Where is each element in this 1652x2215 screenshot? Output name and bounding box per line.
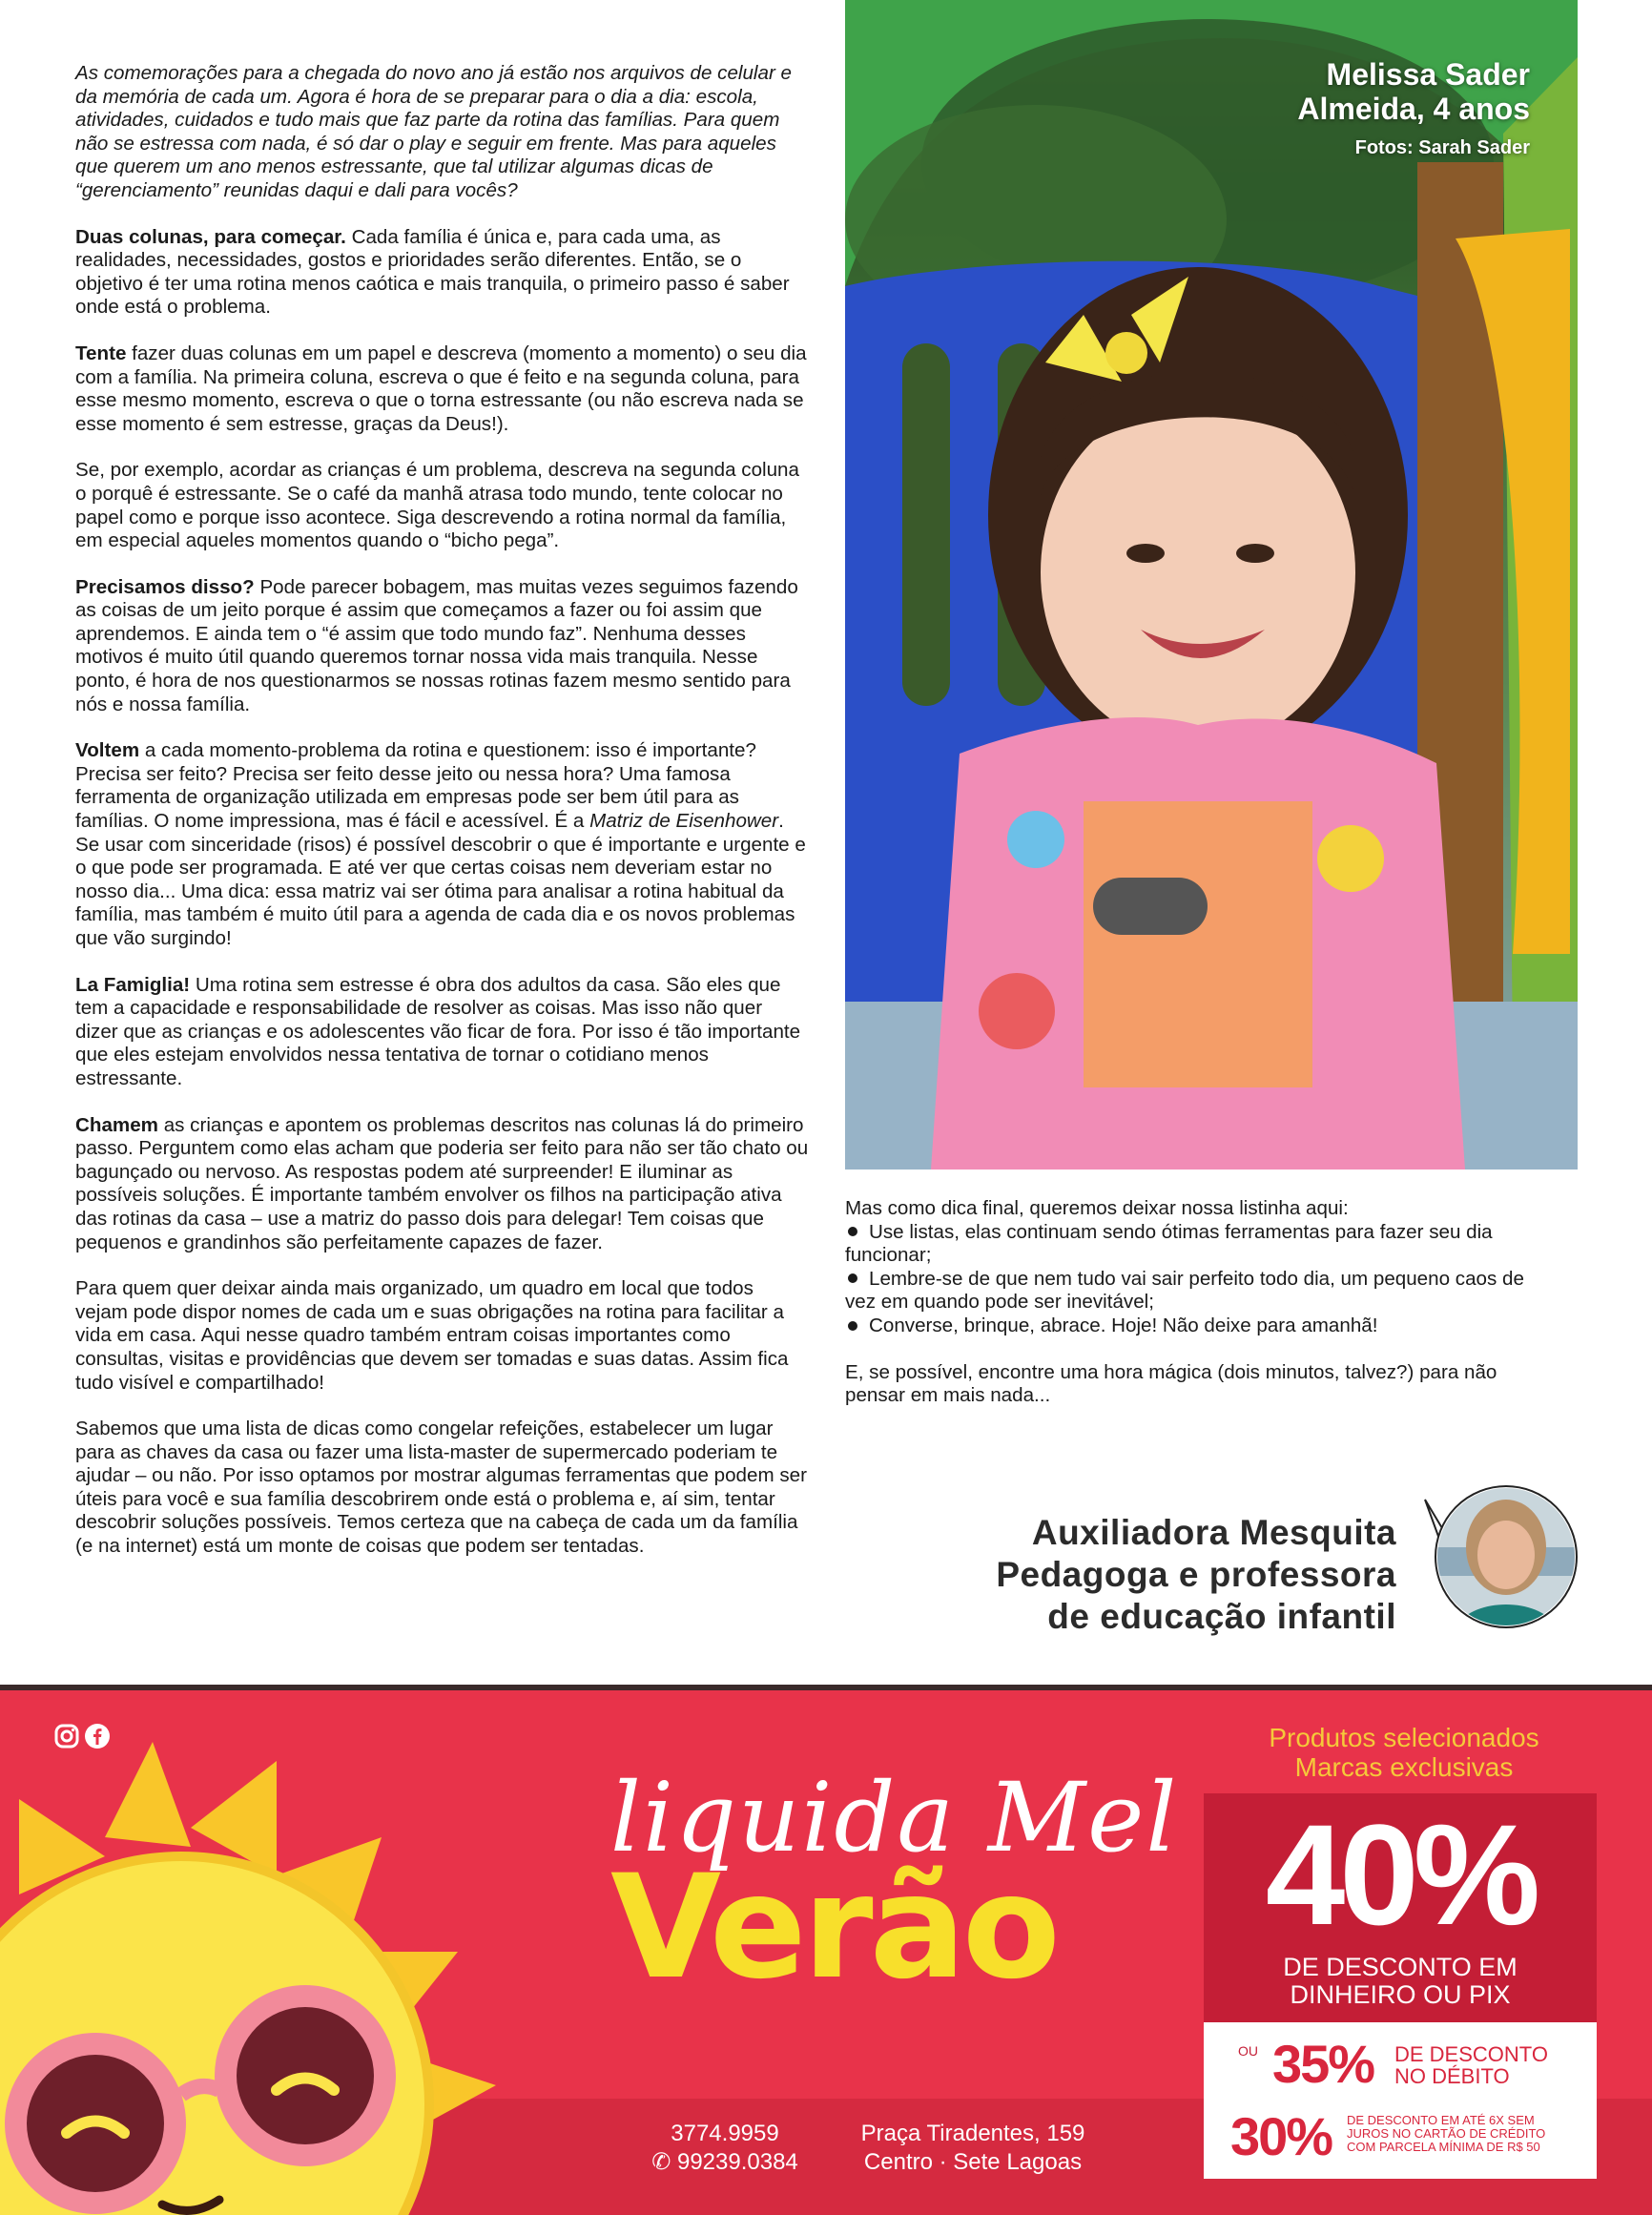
discount-40-label: DE DESCONTO EM	[1283, 1953, 1518, 1981]
address-line: Centro · Sete Lagoas	[863, 2149, 1083, 2175]
child-age: Almeida, 4 anos	[1297, 92, 1530, 126]
article-paragraph: Se, por exemplo, acordar as crianças é um problema, descreva na segunda coluna o porquê é estressante. Se o café da manhã atrasa todo mundo, tente colocar no papel como e porque isso acontece. Siga descrevendo a rotina normal da família, em especial aqueles momentos quando o “bicho pega”.	[75, 459, 799, 552]
list-item	[845, 1268, 1532, 1315]
contact-phones	[610, 2120, 839, 2177]
article-paragraph: Para quem quer deixar ainda mais organizado, um quadro em local que todos vejam pode dispor nomes de cada um e suas obrigações na rotina para facilitar a vida em casa. Aqui nesse quadro também entram coisas importantes como consultas, visitas e providências que devem ser tomadas e suas datas. Assim fica tudo visível e compartilhado!	[75, 1277, 789, 1394]
author-signature	[996, 1512, 1396, 1638]
contact-address	[830, 2120, 1116, 2177]
phone-number[interactable]: 3774.9959	[671, 2121, 779, 2146]
list-item-text: Lembre-se de que nem tudo vai sair perfeito todo dia, um pequeno caos de vez em quando pode ser inevitável;	[845, 1267, 1524, 1314]
promo-heading-line: Produtos selecionados	[1269, 1723, 1539, 1752]
paragraph-lead: Precisamos disso?	[75, 575, 255, 598]
paragraph-text: Pode parecer bobagem, mas muitas vezes seguimos fazendo as coisas de um jeito porque é assim que começamos a fazer ou foi assim que aprendemos. E ainda tem o “é assim que todo mundo faz”. Nenhuma desses motivos é muito útil quando queremos tornar nossa vida mais tranquila. Nesse ponto, é hora de nos questionarmos se nossas rotinas fazem mesmo sentido para nós e nossa família.	[75, 575, 798, 715]
tips-list	[845, 1221, 1532, 1338]
paragraph-lead: La Famiglia!	[75, 973, 191, 996]
child-photo	[845, 0, 1578, 1170]
child-name: Melissa Sader	[1326, 57, 1530, 92]
paragraph-text: Uma rotina sem estresse é obra dos adultos da casa. São eles que tem a capacidade e responsabilidade de resolver as coisas. Mas isso não quer dizer que as crianças e os adolescentes vão ficar de fora. Por isso é tão importante que eles estejam envolvidos nessa tentativa de tornar o cotidiano menos estressante.	[75, 973, 801, 1089]
paragraph-text: as crianças e apontem os problemas descritos nas colunas lá do primeiro passo. Perguntem como elas acham que poderia ser feito para não ser tão chato ou bagunçado ou nervoso. As respostas podem até surpreender! E iluminar as possíveis soluções. É importante também envolver os filhos na participação ativa das rotinas da casa – use a matriz do passo dois para delegar! Tem coisas que pequenos e grandinhos são perfeitamente capazes de fazer.	[75, 1113, 809, 1253]
article-paragraph	[75, 974, 810, 1091]
paragraph-italic: Matriz de Eisenhower	[589, 810, 779, 833]
bullet-icon	[848, 1321, 857, 1331]
list-item-text: Use listas, elas continuam sendo ótimas ferramentas para fazer seu dia funcionar;	[845, 1220, 1493, 1267]
bullet-icon	[848, 1273, 857, 1283]
article-intro: As comemorações para a chegada do novo ano já estão nos arquivos de celular e da memória de cada um. Agora é hora de se preparar para o dia a dia: escola, atividades, cuidados e tudo mais que faz parte da rotina das famílias. Para quem não se estressa com nada, é só dar o play e seguir em frente. Mas para aqueles que querem um ano menos estressante, que tal utilizar algumas dicas de “gerenciamento” reunidas daqui e dali para vocês?	[75, 62, 792, 201]
tips-intro: Mas como dica final, queremos deixar nossa listinha aqui:	[845, 1197, 1349, 1219]
article-paragraph	[75, 1114, 810, 1255]
discount-35-percent: 35%	[1272, 2034, 1374, 2094]
discount-30-percent: 30%	[1230, 2106, 1332, 2166]
discount-35-label	[1394, 2043, 1548, 2087]
discount-35-label-line: NO DÉBITO	[1394, 2064, 1510, 2088]
discount-35-label-line: DE DESCONTO	[1394, 2042, 1548, 2066]
article-paragraph	[75, 739, 810, 950]
address-line: Praça Tiradentes, 159	[860, 2121, 1085, 2146]
discount-40-label: DINHEIRO OU PIX	[1290, 1980, 1511, 2009]
photo-caption	[1297, 57, 1530, 159]
tips-final: E, se possível, encontre uma hora mágica (dois minutos, talvez?) para não pensar em mais nada...	[845, 1360, 1497, 1407]
paragraph-lead: Tente	[75, 342, 127, 364]
discount-30-label-line: COM PARCELA MÍNIMA DE R$ 50	[1347, 2140, 1540, 2154]
paragraph-lead: Voltem	[75, 739, 140, 762]
article-paragraph	[75, 342, 810, 436]
discount-40-percent: 40%	[1265, 1794, 1536, 1955]
author-role: Pedagoga e professora	[996, 1555, 1396, 1594]
divider	[0, 1685, 1652, 1690]
paragraph-lead: Duas colunas, para começar.	[75, 225, 346, 248]
banner-script-title: liquida Mel	[610, 1762, 1179, 1873]
or-label: OU	[1238, 2043, 1258, 2059]
list-item-text: Converse, brinque, abrace. Hoje! Não deixe para amanhã!	[869, 1314, 1378, 1336]
author-avatar	[1415, 1480, 1578, 1633]
paragraph-text: fazer duas colunas em um papel e descreva (momento a momento) o seu dia com a família. Na primeira coluna, escreva o que é feito e na segunda coluna, para esse mesmo momento, escreva o que o torna estressante (ou não escreva nada se esse momento é sem estresse, graças da Deus!).	[75, 342, 807, 435]
final-tips	[845, 1197, 1532, 1408]
promo-heading-line: Marcas exclusivas	[1294, 1752, 1514, 1782]
playground-illustration	[845, 0, 1578, 1170]
list-item	[845, 1221, 1532, 1268]
secondary-discounts	[1204, 2022, 1597, 2179]
whatsapp-icon: ✆	[651, 2149, 677, 2175]
whatsapp-number[interactable]	[610, 2148, 839, 2177]
paragraph-lead: Chamem	[75, 1113, 158, 1136]
paragraph-text: a cada momento-problema da rotina e questionem: isso é importante? Precisa ser feito? Precisa ser feito desse jeito ou nessa hora? Uma famosa ferramenta de organização utilizada em empresas pode ser bem útil para as famílias. O nome impressiona, mas é fácil e acessível. É a	[75, 739, 756, 833]
photo-credit: Fotos: Sarah Sader	[1354, 137, 1530, 158]
discount-30-label-line: JUROS NO CARTÃO DE CRÉDITO	[1347, 2126, 1546, 2141]
paragraph-text: . Se usar com sinceridade (risos) é possível descobrir o que é importante e urgente e o que pode ser programada. E até ver que certas coisas nem deveriam estar no nosso dia... Uma dica: essa matriz vai ser ótima para analisar a rotina habitual da família, mas também é muito útil para a agenda de cada dia e os novos problemas que vão surgindo!	[75, 810, 806, 949]
whatsapp-number-text: 99239.0384	[676, 2149, 798, 2175]
author-role: de educação infantil	[1047, 1597, 1396, 1636]
list-item	[845, 1315, 1532, 1338]
discount-30-label	[1347, 2114, 1595, 2154]
article-body	[75, 62, 810, 1582]
article-paragraph	[75, 576, 810, 717]
sun-mascot-illustration	[0, 1723, 591, 2215]
promo-banner	[0, 1685, 1652, 2215]
article-paragraph	[75, 226, 810, 320]
author-name: Auxiliadora Mesquita	[1031, 1513, 1396, 1552]
discount-30-label-line: DE DESCONTO EM ATÉ 6X SEM	[1347, 2113, 1535, 2127]
banner-main-title: Verão	[610, 1845, 1057, 2011]
bullet-icon	[848, 1227, 857, 1236]
paragraph-text: Cada família é única e, para cada uma, as realidades, necessidades, gostos e prioridades serão diferentes. Então, se o objetivo é ter uma rotina menos caótica e mais tranquila, o primeiro passo é saber onde está o problema.	[75, 225, 790, 319]
promo-heading	[1204, 1723, 1604, 1782]
discount-box	[1204, 1793, 1597, 2022]
article-paragraph: Sabemos que uma lista de dicas como congelar refeições, estabelecer um lugar para as chaves da casa ou fazer uma lista-master de supermercado poderiam te ajudar – ou não. Por isso optamos por mostrar algumas ferramentas que podem ser úteis para você e sua família descobrirem onde está o problema e, aí sim, tentar descobrir soluções possíveis. Temos certeza que na cabeça de cada um da família (e na internet) está um monte de coisas que podem ser tentadas.	[75, 1418, 807, 1558]
